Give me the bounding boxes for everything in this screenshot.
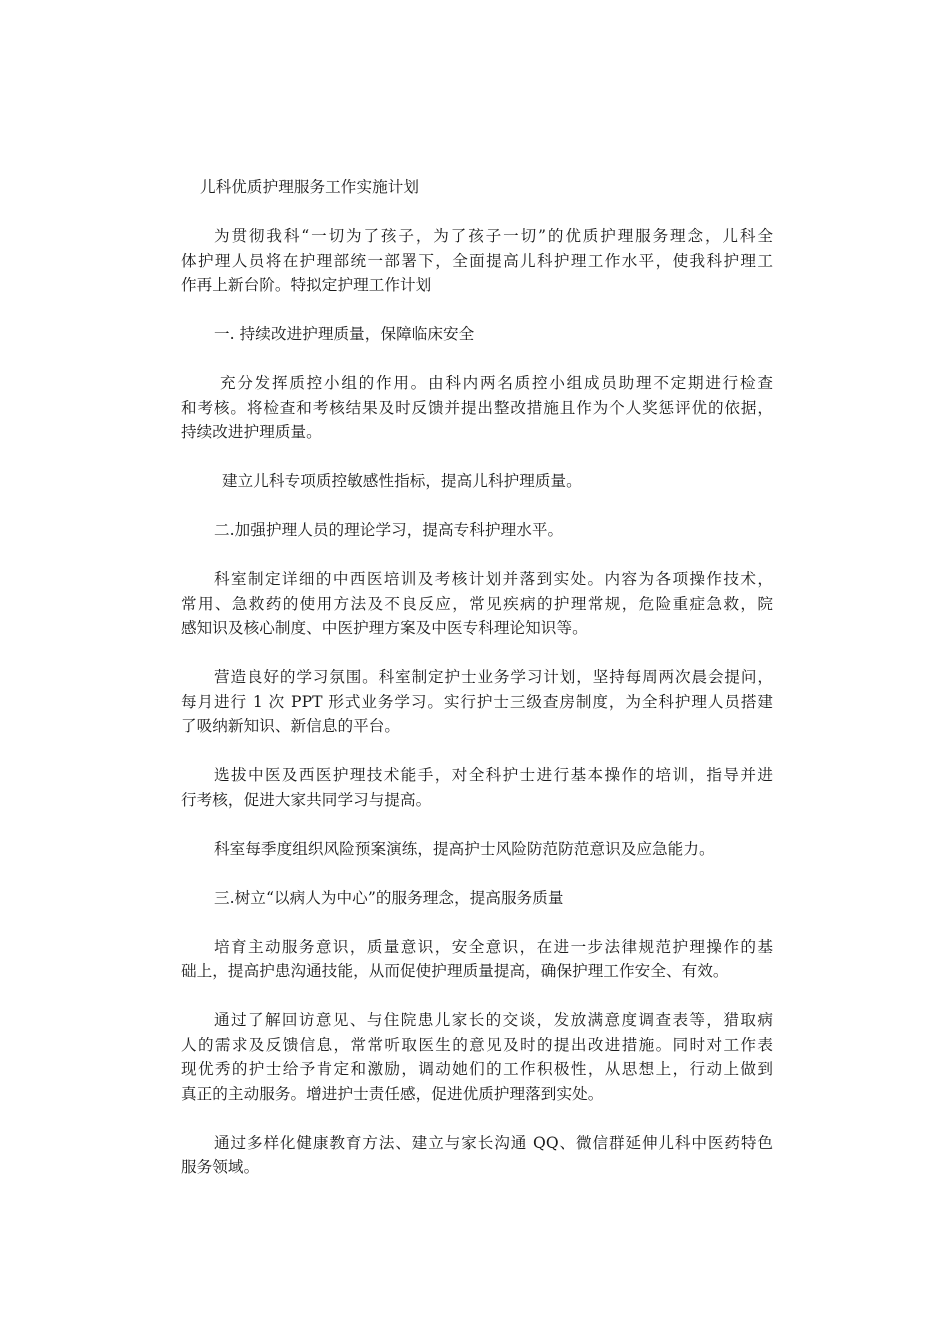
text-line: 体护理人员将在护理部统一部署下，全面提高儿科护理工作水平，使我科护理工 xyxy=(181,251,773,270)
text-line: 常用、急救药的使用方法及不良反应，常见疾病的护理常规，危险重症急救，院 xyxy=(181,594,773,613)
section-heading: 一. 持续改进护理质量，保障临床安全 xyxy=(214,325,475,343)
text-line: 通过了解回访意见、与住院患儿家长的交谈，发放满意度调查表等，猎取病 xyxy=(214,1011,773,1029)
section-heading: 三.树立“以病人为中心”的服务理念，提高服务质量 xyxy=(214,888,564,907)
spacer xyxy=(181,494,773,519)
paragraph xyxy=(181,763,773,812)
paragraph xyxy=(181,567,773,641)
intro-paragraph xyxy=(181,224,773,298)
paragraph xyxy=(181,1131,773,1180)
spacer xyxy=(181,984,773,1009)
spacer xyxy=(181,298,773,323)
text-line: 人的需求及反馈信息，常常听取医生的意见及时的提出改进措施。同时对工作表 xyxy=(181,1035,773,1054)
spacer xyxy=(181,739,773,764)
spacer xyxy=(181,812,773,837)
spacer xyxy=(181,543,773,568)
spacer xyxy=(181,347,773,372)
text-line: 真正的主动服务。增进护士责任感，促进优质护理落到实处。 xyxy=(181,1084,604,1103)
text-line: 服务领域。 xyxy=(181,1158,260,1176)
text-line: 持续改进护理质量。 xyxy=(181,423,322,441)
spacer xyxy=(181,445,773,470)
text-line: 培育主动服务意识，质量意识，安全意识，在进一步法律规范护理操作的基 xyxy=(214,937,773,956)
spacer xyxy=(181,641,773,666)
text-line: 选拔中医及西医护理技术能手，对全科护士进行基本操作的培训，指导并进 xyxy=(214,766,773,784)
paragraph: 科室每季度组织风险预案演练，提高护士风险防范防范意识及应急能力。 xyxy=(214,839,715,858)
text-line: 了吸纳新知识、新信息的平台。 xyxy=(181,717,401,735)
text-line: 现优秀的护士给予肯定和激励，调动她们的工作积极性，从思想上，行动上做到 xyxy=(181,1060,773,1078)
text-line: 和考核。将检查和考核结果及时反馈并提出整改措施且作为个人奖惩评优的依据， xyxy=(181,398,773,417)
document-title: 儿科优质护理服务工作实施计划 xyxy=(200,178,420,196)
paragraph xyxy=(181,371,773,445)
text-line: 通过多样化健康教育方法、建立与家长沟通 QQ、微信群延伸儿科中医药特色 xyxy=(214,1133,773,1152)
document-body xyxy=(181,175,773,1180)
spacer xyxy=(181,861,773,886)
spacer xyxy=(181,1106,773,1131)
paragraph: 建立儿科专项质控敏感性指标，提高儿科护理质量。 xyxy=(222,472,582,490)
text-line: 充分发挥质控小组的作用。由科内两名质控小组成员助理不定期进行检查 xyxy=(220,374,773,392)
paragraph xyxy=(181,665,773,739)
text-line: 营造良好的学习氛围。科室制定护士业务学习计划，坚持每周两次晨会提问， xyxy=(214,668,773,686)
text-line: 为贯彻我科“一切为了孩子，为了孩子一切”的优质护理服务理念，儿科全 xyxy=(214,227,773,245)
text-line: 科室制定详细的中西医培训及考核计划并落到实处。内容为各项操作技术， xyxy=(214,570,773,588)
section-heading: 二.加强护理人员的理论学习，提高专科护理水平。 xyxy=(214,521,564,539)
text-line: 行考核，促进大家共同学习与提高。 xyxy=(181,790,432,809)
text-line: 每月进行 1 次 PPT 形式业务学习。实行护士三级查房制度，为全科护理人员搭建 xyxy=(181,692,773,711)
spacer xyxy=(181,200,773,225)
text-line: 作再上新台阶。特拟定护理工作计划 xyxy=(181,276,432,294)
paragraph xyxy=(181,1008,773,1106)
text-line: 础上，提高护患沟通技能，从而促使护理质量提高，确保护理工作安全、有效。 xyxy=(181,962,729,980)
paragraph xyxy=(181,935,773,984)
spacer xyxy=(181,910,773,935)
text-line: 感知识及核心制度、中医护理方案及中医专科理论知识等。 xyxy=(181,619,588,637)
